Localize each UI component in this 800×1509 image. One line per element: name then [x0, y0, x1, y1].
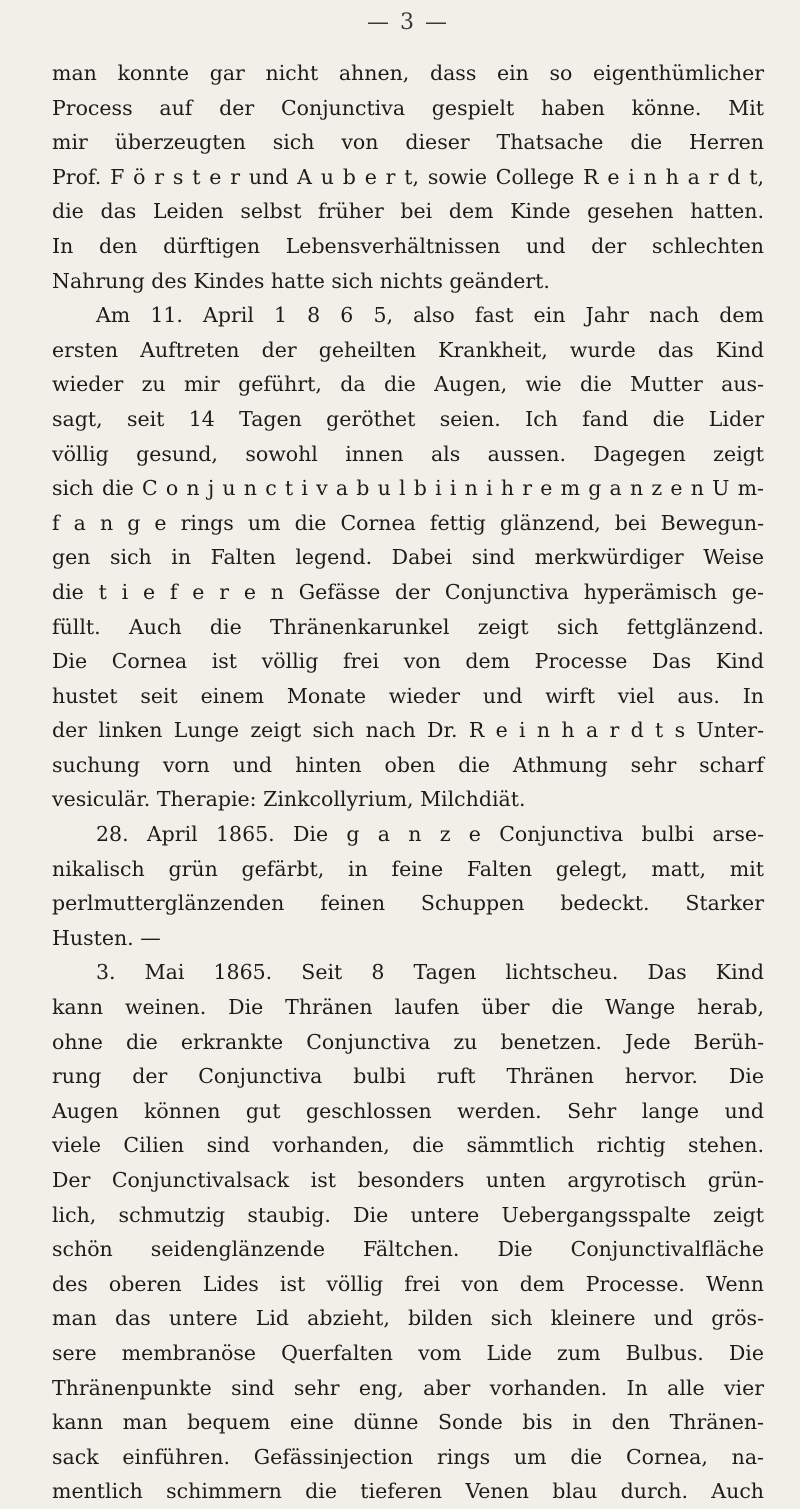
text-line: man konnte gar nicht ahnen, dass ein so eigenthümlicher — [52, 61, 764, 85]
text-line: nikalisch grün gefärbt, in feine Falten gelegt, matt, mit — [52, 856, 764, 881]
body-text — [52, 56, 764, 1509]
text-line: ersten Auftreten der geheilten Krankheit, wurde das Kind — [52, 337, 764, 362]
text-line: Prof. F ö r s t e r und A u b e r t, sowie College R e i n h a r d t, — [52, 164, 764, 189]
text-line: der linken Lunge zeigt sich nach Dr. R e i n h a r d t s Unter- — [52, 718, 764, 743]
text-line: die das Leiden selbst früher bei dem Kinde gesehen hatten. — [52, 199, 764, 224]
document-page — [52, 0, 764, 1504]
text-line: sere membranöse Querfalten vom Lide zum Bulbus. Die — [52, 1340, 764, 1365]
text-line: Nahrung des Kindes hatte sich nichts geändert. — [52, 268, 550, 293]
text-line: mentlich schimmern die tieferen Venen blau durch. Auch — [52, 1479, 764, 1504]
text-line: wieder zu mir geführt, da die Augen, wie die Mutter aus- — [52, 372, 764, 397]
text-line: füllt. Auch die Thränenkarunkel zeigt sich fettglänzend. — [52, 614, 764, 639]
text-line: sich die C o n j u n c t i v a b u l b i i n i h r e m g a n z e n U m- — [52, 476, 764, 501]
text-line: völlig gesund, sowohl innen als aussen. Dagegen zeigt — [52, 441, 764, 466]
page-number: — 3 — — [367, 10, 449, 35]
text-line: kann weinen. Die Thränen laufen über die Wange herab, — [52, 995, 764, 1020]
text-line: vesiculär. Therapie: Zinkcollyrium, Milchdiät. — [52, 787, 526, 812]
text-line: des oberen Lides ist völlig frei von dem Processe. Wenn — [52, 1271, 764, 1296]
text-line: 28. April 1865. Die g a n z e Conjunctiva bulbi arse- — [96, 822, 764, 847]
text-line: kann man bequem eine dünne Sonde bis in den Thränen- — [52, 1410, 764, 1435]
text-line: lich, schmutzig staubig. Die untere Uebergangsspalte zeigt — [52, 1202, 764, 1227]
text-line: Die Cornea ist völlig frei von dem Processe Das Kind — [52, 649, 764, 674]
text-line: In den dürftigen Lebensverhältnissen und der schlechten — [52, 233, 764, 258]
text-line: Der Conjunctivalsack ist besonders unten argyrotisch grün- — [52, 1168, 764, 1192]
text-line: sack einführen. Gefässinjection rings um die Cornea, na- — [52, 1444, 764, 1469]
text-line: sagt, seit 14 Tagen geröthet seien. Ich fand die Lider — [52, 406, 764, 431]
text-line: Process auf der Conjunctiva gespielt haben könne. Mit — [52, 95, 764, 120]
text-line: viele Cilien sind vorhanden, die sämmtlich richtig stehen. — [52, 1133, 764, 1158]
text-line: f a n g e rings um die Cornea fettig glänzend, bei Bewegun- — [52, 510, 764, 535]
text-line: gen sich in Falten legend. Dabei sind merkwürdiger Weise — [52, 545, 764, 570]
text-line: Thränenpunkte sind sehr eng, aber vorhanden. In alle vier — [52, 1375, 764, 1400]
text-line: Am 11. April 1 8 6 5, also fast ein Jahr nach dem — [96, 303, 764, 328]
text-line: die t i e f e r e n Gefässe der Conjunctiva hyperämisch ge- — [52, 579, 764, 604]
text-line: 3. Mai 1865. Seit 8 Tagen lichtscheu. Das Kind — [96, 960, 764, 985]
text-line: perlmutterglänzenden feinen Schuppen bedeckt. Starker — [52, 891, 764, 916]
text-line: rung der Conjunctiva bulbi ruft Thränen hervor. Die — [52, 1064, 764, 1089]
text-line: ohne die erkrankte Conjunctiva zu benetzen. Jede Berüh- — [52, 1029, 764, 1054]
text-line: mir überzeugten sich von dieser Thatsache die Herren — [52, 130, 764, 155]
text-line: Augen können gut geschlossen werden. Sehr lange und — [52, 1098, 764, 1123]
text-line: hustet seit einem Monate wieder und wirft viel aus. In — [52, 683, 764, 708]
text-line: man das untere Lid abzieht, bilden sich kleinere und grös- — [52, 1306, 764, 1331]
text-line: Husten. — — [52, 925, 161, 950]
text-line: schön seidenglänzende Fältchen. Die Conjunctivalfläche — [52, 1237, 764, 1262]
text-line: suchung vorn und hinten oben die Athmung sehr scharf — [52, 752, 764, 777]
